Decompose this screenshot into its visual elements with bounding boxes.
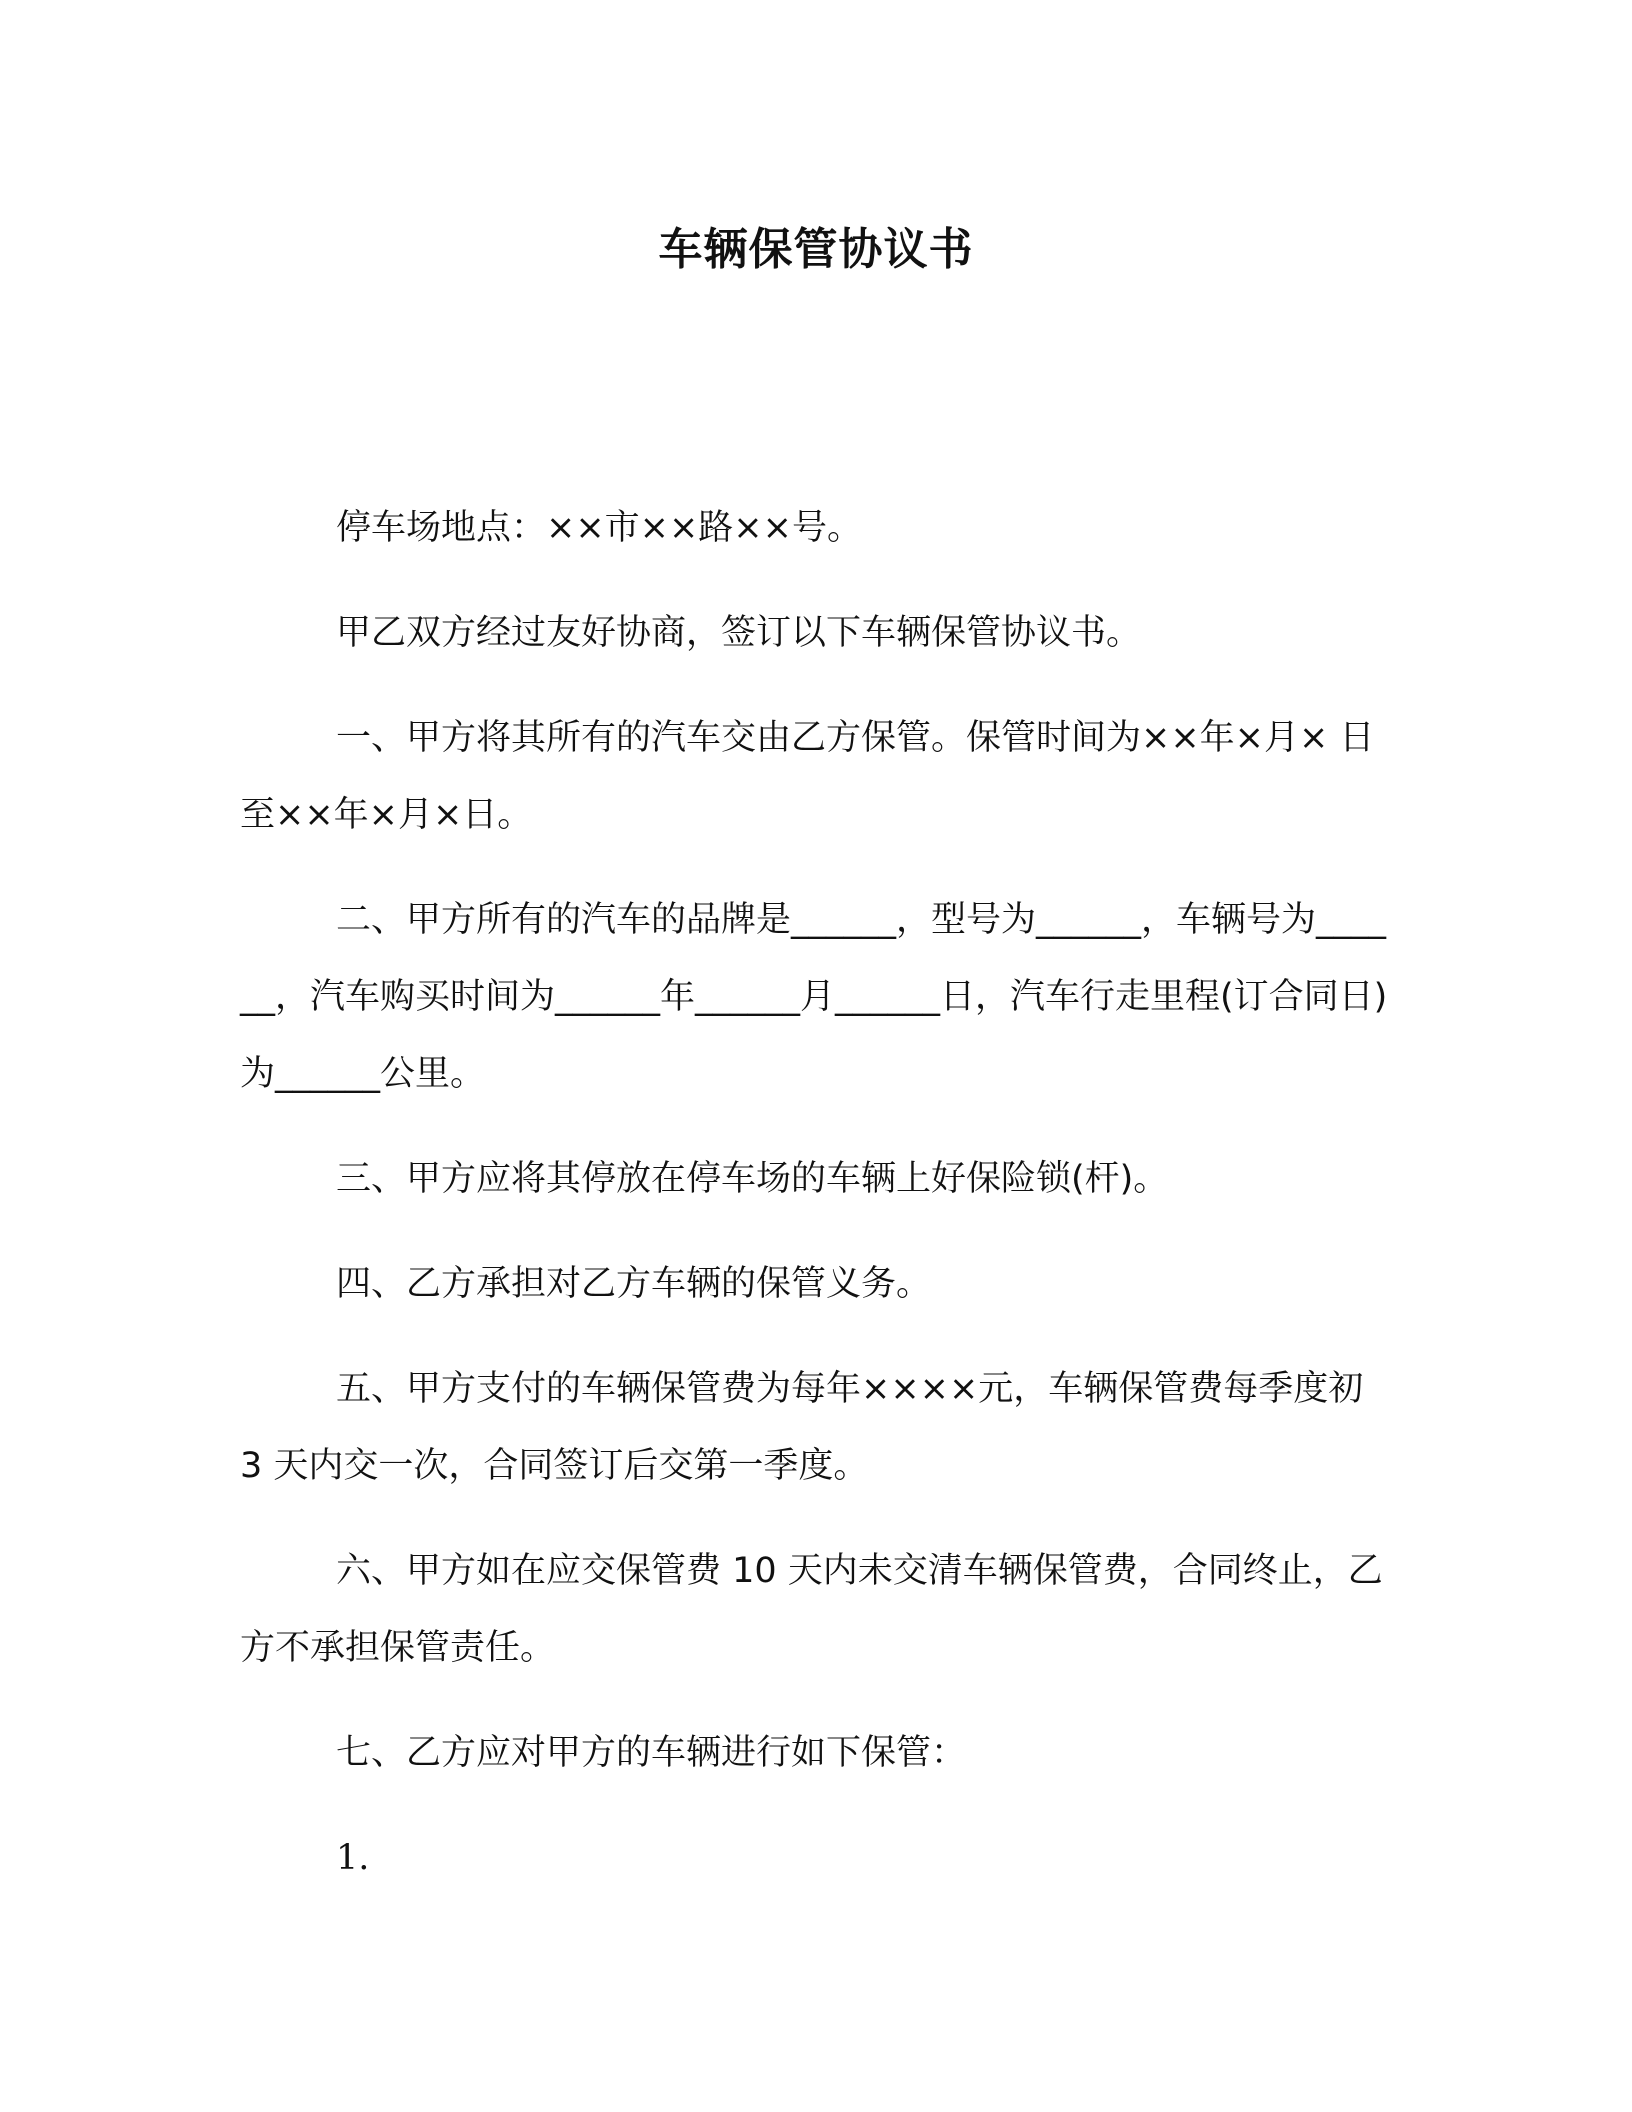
paragraph-clause-5: 五、甲方支付的车辆保管费为每年××××元，车辆保管费每季度初 3 天内交一次，合同签订后交第一季度。	[240, 1369, 1364, 1486]
paragraph-clause-7: 七、乙方应对甲方的车辆进行如下保管：	[336, 1733, 967, 1773]
document-title: 车辆保管协议书	[658, 224, 974, 275]
paragraph-clause-1: 一、甲方将其所有的汽车交由乙方保管。保管时间为××年×月× 日至××年×月×日。	[240, 718, 1375, 835]
paragraph-clause-4: 四、乙方承担对乙方车辆的保管义务。	[336, 1264, 932, 1304]
paragraph-location: 停车场地点：××市××路××号。	[336, 508, 862, 548]
paragraph-clause-6: 六、甲方如在应交保管费 10 天内未交清车辆保管费，合同终止，乙方不承担保管责任。	[240, 1551, 1383, 1668]
list-item-marker: 1.	[336, 1838, 370, 1878]
paragraph-intro: 甲乙双方经过友好协商，签订以下车辆保管协议书。	[336, 613, 1142, 653]
paragraph-clause-3: 三、甲方应将其停放在停车场的车辆上好保险锁(杆)。	[336, 1159, 1169, 1199]
document-body	[240, 490, 1390, 1925]
paragraph-clause-2: 二、甲方所有的汽车的品牌是______，型号为______，车辆号为______，汽车购买时间为______年______月______日，汽车行走里程(订合同日)为______公里。	[240, 900, 1388, 1094]
